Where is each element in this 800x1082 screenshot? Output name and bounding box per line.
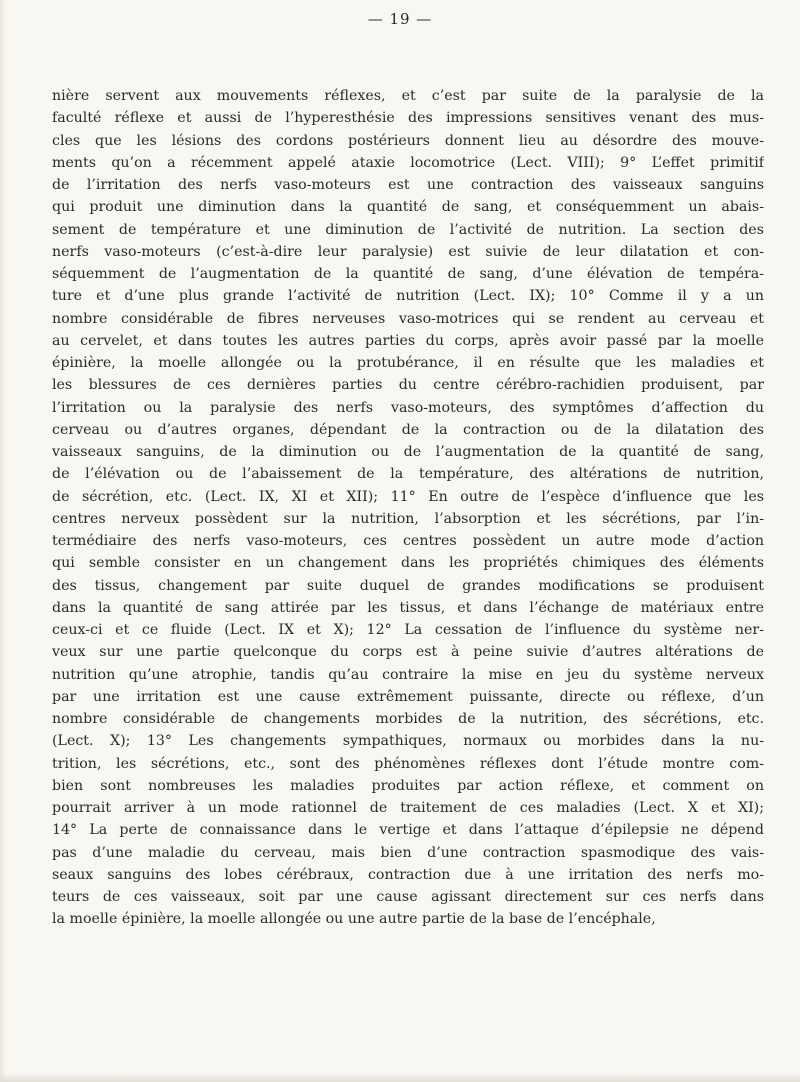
- text-line: pourrait arriver à un mode rationnel de traitement de ces maladies (Lect. X et XI);: [52, 800, 764, 816]
- scan-shadow-left: [0, 0, 6, 1082]
- text-line: nutrition qu’une atrophie, tandis qu’au contraire la mise en jeu du système nerveux: [52, 666, 764, 683]
- text-line: bien sont nombreuses les maladies produites par action réflexe, et comment on: [52, 777, 764, 794]
- text-line: dans la quantité de sang attirée par les tissus, et dans l’échange de matériaux entre: [52, 599, 764, 616]
- text-line: de sécrétion, etc. (Lect. IX, XI et XII); 11° En outre de l’espèce d’influence que les: [52, 488, 764, 505]
- text-line: cerveau ou d’autres organes, dépendant de la contraction ou de la dilatation des: [52, 421, 764, 438]
- text-line: veux sur une partie quelconque du corps est à peine suivie d’autres altérations de: [52, 644, 764, 661]
- text-line: de l’irritation des nerfs vaso-moteurs est une contraction des vaisseaux sanguins: [52, 177, 764, 193]
- body-paragraph: [52, 85, 764, 931]
- page-number: — 19 —: [367, 10, 433, 28]
- text-line: qui produit une diminution dans la quantité de sang, et conséquemment un abais-: [52, 199, 764, 216]
- text-line: de l’élévation ou de l’abaissement de la température, des altérations de nutrition,: [52, 466, 764, 483]
- text-line: l’irritation ou la paralysie des nerfs vaso-moteurs, des symptômes d’affection du: [52, 399, 764, 416]
- text-line: nerfs vaso-moteurs (c’est-à-dire leur paralysie) est suivie de leur dilatation et con-: [52, 243, 764, 260]
- text-line: épinière, la moelle allongée ou la protubérance, il en résulte que les maladies et: [52, 355, 764, 371]
- text-line: par une irritation est une cause extrêmement puissante, directe ou réflexe, d’un: [52, 688, 764, 705]
- text-line: nombre considérable de fibres nerveuses vaso-motrices qui se rendent au cerveau et: [52, 310, 764, 327]
- text-line: ture et d’une plus grande l’activité de nutrition (Lect. IX); 10° Comme il y a un: [52, 288, 764, 305]
- text-line: teurs de ces vaisseaux, soit par une cause agissant directement sur ces nerfs dans: [52, 889, 764, 905]
- text-line: faculté réflexe et aussi de l’hyperesthésie des impressions sensitives venant des mus-: [52, 110, 764, 127]
- text-line: sement de température et une diminution de l’activité de nutrition. La section des: [52, 221, 764, 238]
- text-line: ments qu’on a récemment appelé ataxie locomotrice (Lect. VIII); 9° L’effet primitif: [52, 154, 764, 171]
- scan-shadow-bottom: [0, 1072, 800, 1082]
- text-line: trition, les sécrétions, etc., sont des phénomènes réflexes dont l’étude montre com-: [52, 755, 764, 772]
- text-line: centres nerveux possèdent sur la nutrition, l’absorption et les sécrétions, par l’in-: [52, 510, 764, 527]
- text-line: au cervelet, et dans toutes les autres parties du corps, après avoir passé par la moelle: [52, 332, 764, 349]
- text-line: la moelle épinière, la moelle allongée ou une autre partie de la base de l’encéphale,: [52, 911, 656, 928]
- text-line: nombre considérable de changements morbides de la nutrition, des sécrétions, etc.: [52, 711, 764, 727]
- text-line: qui semble consister en un changement dans les propriétés chimiques des éléments: [52, 555, 764, 572]
- text-line: termédiaire des nerfs vaso-moteurs, ces centres possèdent un autre mode d’action: [52, 533, 764, 549]
- text-line: des tissus, changement par suite duquel de grandes modifications se produisent: [52, 577, 764, 594]
- text-line: les blessures de ces dernières parties du centre cérébro-rachidien produisent, par: [52, 377, 764, 394]
- text-line: vaisseaux sanguins, de la diminution ou de l’augmentation de la quantité de sang,: [52, 444, 764, 460]
- text-line: cles que les lésions des cordons postérieurs donnent lieu au désordre des mouve-: [52, 132, 764, 149]
- text-line: pas d’une maladie du cerveau, mais bien d’une contraction spasmodique des vais-: [52, 844, 764, 861]
- text-line: séquemment de l’augmentation de la quantité de sang, d’une élévation de tempéra-: [52, 266, 764, 282]
- text-line: nière servent aux mouvements réflexes, et c’est par suite de la paralysie de la: [52, 88, 764, 104]
- text-line: 14° La perte de connaissance dans le vertige et dans l’attaque d’épilepsie ne dépend: [52, 822, 764, 839]
- text-line: (Lect. X); 13° Les changements sympathiques, normaux ou morbides dans la nu-: [52, 733, 764, 750]
- text-line: ceux-ci et ce fluide (Lect. IX et X); 12° La cessation de l’influence du système ner-: [52, 622, 764, 638]
- text-line: seaux sanguins des lobes cérébraux, contraction due à une irritation des nerfs mo-: [52, 866, 764, 883]
